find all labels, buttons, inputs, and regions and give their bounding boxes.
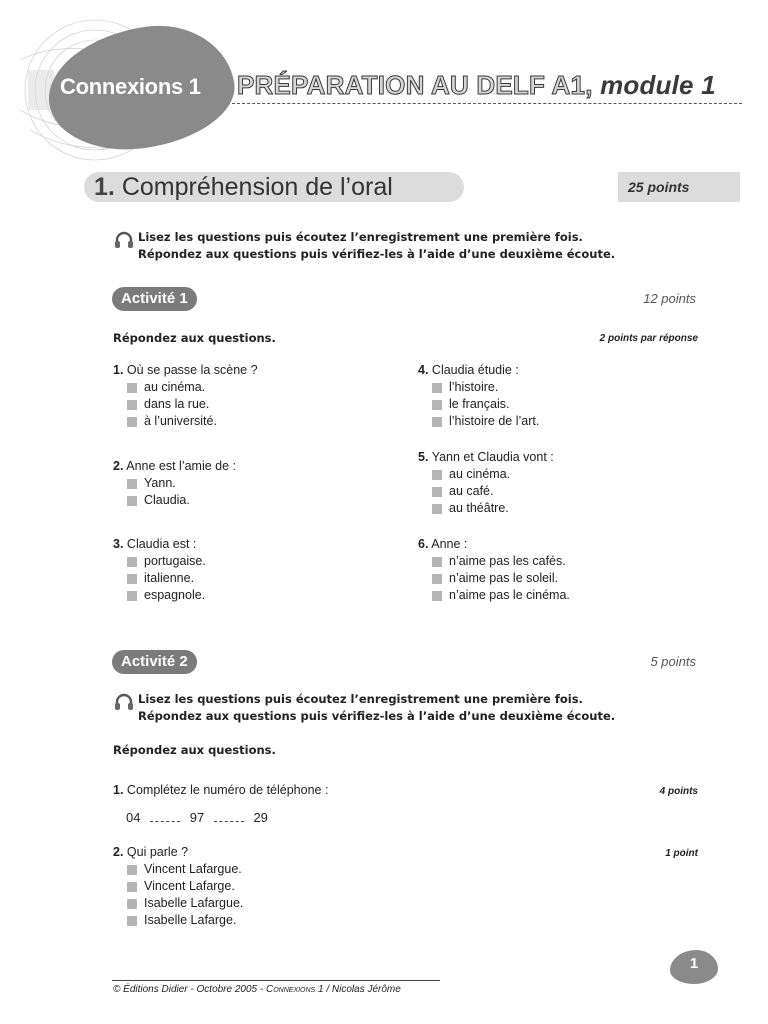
section-points-box bbox=[618, 172, 740, 202]
question-5 bbox=[418, 449, 554, 517]
option-label: au cinéma. bbox=[144, 380, 206, 394]
question-number: 4. bbox=[418, 363, 429, 377]
answer-option[interactable] bbox=[127, 379, 258, 396]
question-text: Complétez le numéro de téléphone : bbox=[126, 783, 329, 797]
section-title-text: Compréhension de l’oral bbox=[121, 173, 393, 201]
checkbox[interactable] bbox=[127, 899, 137, 909]
activity-2-instructions-line-2: Répondez aux questions puis vérifiez-les à l’aide d’une deuxième écoute. bbox=[138, 709, 616, 723]
checkbox[interactable] bbox=[432, 400, 442, 410]
option-label: l’histoire de l’art. bbox=[449, 414, 540, 428]
checkbox[interactable] bbox=[127, 400, 137, 410]
answer-option[interactable] bbox=[432, 466, 554, 483]
option-label: Vincent Lafargue. bbox=[144, 862, 242, 876]
question-3 bbox=[113, 536, 206, 604]
checkbox[interactable] bbox=[127, 591, 137, 601]
checkbox[interactable] bbox=[432, 557, 442, 567]
checkbox[interactable] bbox=[127, 479, 137, 489]
option-label: l’histoire. bbox=[449, 380, 499, 394]
brand-name: Connexions 1 bbox=[60, 74, 201, 99]
footer-copyright bbox=[113, 984, 401, 995]
module-title-main: PRÉPARATION AU DELF A1, bbox=[237, 70, 593, 100]
question-1 bbox=[113, 362, 258, 430]
section-number: 1. bbox=[94, 173, 115, 201]
module-title bbox=[237, 70, 716, 101]
answer-option[interactable] bbox=[127, 396, 258, 413]
checkbox[interactable] bbox=[432, 504, 442, 514]
footer-author: / Nicolas Jérôme bbox=[323, 984, 401, 995]
answer-option[interactable] bbox=[127, 492, 236, 509]
phone-number-field bbox=[126, 810, 268, 825]
checkbox[interactable] bbox=[127, 383, 137, 393]
answer-option[interactable] bbox=[127, 587, 206, 604]
question-6 bbox=[418, 536, 570, 604]
question-4 bbox=[418, 362, 539, 430]
activity-2-question-2 bbox=[113, 844, 243, 929]
option-label: espagnole. bbox=[144, 588, 206, 602]
question-text: Où se passe la scène ? bbox=[126, 363, 258, 377]
checkbox[interactable] bbox=[127, 916, 137, 926]
question-number: 1. bbox=[113, 363, 124, 377]
phone-part-1: 04 bbox=[126, 810, 141, 825]
activity-2-badge: Activité 2 bbox=[112, 650, 197, 674]
option-label: le français. bbox=[449, 397, 510, 411]
activity-1-points: 12 points bbox=[643, 291, 696, 306]
option-label: n’aime pas le cinéma. bbox=[449, 588, 570, 602]
answer-option[interactable] bbox=[127, 861, 243, 878]
checkbox[interactable] bbox=[432, 417, 442, 427]
phone-blank-2[interactable] bbox=[214, 813, 244, 822]
answer-option[interactable] bbox=[432, 500, 554, 517]
option-label: n’aime pas les cafés. bbox=[449, 554, 566, 568]
answer-option[interactable] bbox=[432, 587, 570, 604]
option-label: italienne. bbox=[144, 571, 195, 585]
instructions bbox=[114, 229, 615, 263]
answer-option[interactable] bbox=[432, 570, 570, 587]
option-label: au café. bbox=[449, 484, 494, 498]
option-label: Yann. bbox=[144, 476, 176, 490]
activity-2-question-2-points: 1 point bbox=[665, 848, 698, 859]
question-text: Qui parle ? bbox=[126, 845, 189, 859]
option-label: Claudia. bbox=[144, 493, 190, 507]
module-title-module: module 1 bbox=[600, 70, 716, 100]
checkbox[interactable] bbox=[127, 882, 137, 892]
question-text: Claudia est : bbox=[126, 537, 197, 551]
question-number: 3. bbox=[113, 537, 124, 551]
checkbox[interactable] bbox=[432, 470, 442, 480]
option-label: Vincent Lafarge. bbox=[144, 879, 235, 893]
question-number: 6. bbox=[418, 537, 429, 551]
instructions-line-1: Lisez les questions puis écoutez l’enregistrement une première fois. bbox=[138, 230, 583, 244]
headphones-icon bbox=[114, 693, 134, 711]
footer-copyright-prefix: © Éditions Didier - Octobre 2005 - bbox=[113, 984, 266, 995]
checkbox[interactable] bbox=[432, 487, 442, 497]
page-number: 1 bbox=[689, 955, 699, 972]
activity-2-instructions-line-1: Lisez les questions puis écoutez l’enregistrement une première fois. bbox=[138, 692, 583, 706]
checkbox[interactable] bbox=[127, 557, 137, 567]
answer-option[interactable] bbox=[127, 570, 206, 587]
instructions-line-2: Répondez aux questions puis vérifiez-les à l’aide d’une deuxième écoute. bbox=[138, 247, 616, 261]
answer-option[interactable] bbox=[127, 475, 236, 492]
footer-series: Connexions 1 bbox=[266, 984, 324, 995]
footer-divider bbox=[112, 980, 440, 981]
question-2 bbox=[113, 458, 236, 509]
checkbox[interactable] bbox=[432, 591, 442, 601]
option-label: Isabelle Lafargue. bbox=[144, 896, 244, 910]
phone-part-3: 29 bbox=[253, 810, 268, 825]
answer-option[interactable] bbox=[127, 912, 243, 929]
activity-2-subhead: Répondez aux questions. bbox=[113, 743, 276, 757]
answer-option[interactable] bbox=[127, 553, 206, 570]
checkbox[interactable] bbox=[127, 574, 137, 584]
question-text: Claudia étudie : bbox=[431, 363, 519, 377]
option-label: portugaise. bbox=[144, 554, 206, 568]
answer-option[interactable] bbox=[127, 878, 243, 895]
answer-option[interactable] bbox=[432, 553, 570, 570]
option-label: à l’université. bbox=[144, 414, 217, 428]
answer-option[interactable] bbox=[127, 895, 243, 912]
option-label: dans la rue. bbox=[144, 397, 210, 411]
activity-2-points: 5 points bbox=[650, 654, 696, 669]
activity-1-per-answer: 2 points par réponse bbox=[599, 333, 698, 344]
option-label: au cinéma. bbox=[449, 467, 511, 481]
question-number: 1. bbox=[113, 783, 124, 797]
answer-option[interactable] bbox=[127, 413, 258, 430]
answer-option[interactable] bbox=[432, 413, 539, 430]
checkbox[interactable] bbox=[432, 574, 442, 584]
checkbox[interactable] bbox=[432, 383, 442, 393]
section-title bbox=[94, 172, 393, 202]
option-label: n’aime pas le soleil. bbox=[449, 571, 559, 585]
question-text: Yann et Claudia vont : bbox=[431, 450, 554, 464]
answer-option[interactable] bbox=[432, 379, 539, 396]
activity-2-question-1-points: 4 points bbox=[659, 786, 698, 797]
checkbox[interactable] bbox=[127, 865, 137, 875]
answer-option[interactable] bbox=[432, 396, 539, 413]
option-label: au théâtre. bbox=[449, 501, 509, 515]
activity-2-question-1 bbox=[113, 782, 328, 799]
activity-1-subhead: Répondez aux questions. bbox=[113, 331, 276, 345]
answer-option[interactable] bbox=[432, 483, 554, 500]
headphones-icon bbox=[114, 231, 134, 249]
section-points: 25 points bbox=[628, 179, 690, 195]
question-number: 5. bbox=[418, 450, 429, 464]
activity-1-badge: Activité 1 bbox=[112, 287, 197, 311]
option-label: Isabelle Lafarge. bbox=[144, 913, 237, 927]
question-number: 2. bbox=[113, 845, 124, 859]
activity-2-instructions bbox=[114, 691, 615, 725]
checkbox[interactable] bbox=[127, 417, 137, 427]
question-number: 2. bbox=[113, 459, 124, 473]
phone-part-2: 97 bbox=[189, 810, 205, 825]
question-text: Anne : bbox=[431, 537, 468, 551]
header-divider bbox=[232, 103, 742, 104]
question-text: Anne est l’amie de : bbox=[126, 459, 237, 473]
phone-blank-1[interactable] bbox=[150, 813, 180, 822]
checkbox[interactable] bbox=[127, 496, 137, 506]
